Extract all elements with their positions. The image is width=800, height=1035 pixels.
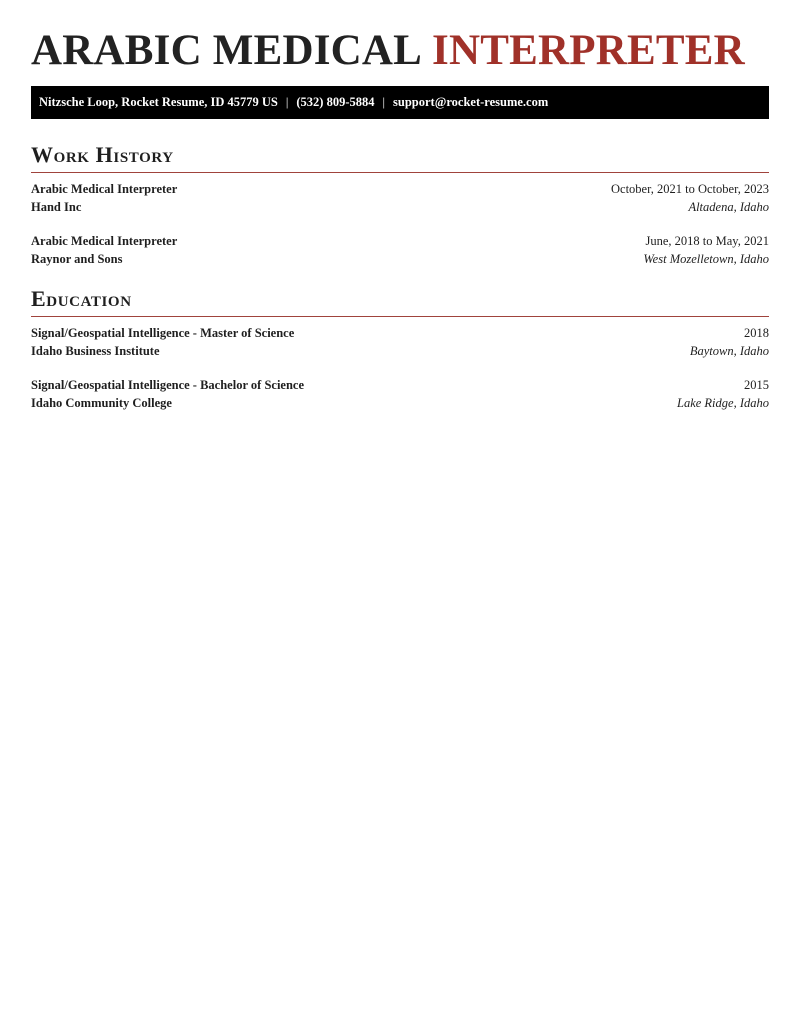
school-location: Lake Ridge, Idaho <box>677 395 769 410</box>
graduation-year: 2018 <box>744 326 769 340</box>
education-entry <box>31 377 769 412</box>
title-accent: INTERPRETER <box>432 27 745 74</box>
company-name: Raynor and Sons <box>31 251 123 266</box>
school-location: Baytown, Idaho <box>689 343 769 358</box>
resume-page <box>31 0 769 429</box>
section-divider <box>31 172 769 173</box>
degree-name: Signal/Geospatial Intelligence - Master of Science <box>31 326 295 340</box>
job-title: Arabic Medical Interpreter <box>31 182 178 196</box>
education-entry <box>31 325 769 360</box>
work-entry <box>31 181 769 216</box>
contact-separator: | <box>382 95 386 109</box>
job-dates: October, 2021 to October, 2023 <box>611 182 769 196</box>
contact-phone: (532) 809-5884 <box>296 95 375 109</box>
contact-address: Nitzsche Loop, Rocket Resume, ID 45779 US <box>39 95 278 109</box>
company-name: Hand Inc <box>31 199 82 214</box>
section-divider <box>31 316 769 317</box>
contact-separator: | <box>285 95 289 109</box>
page-title <box>31 0 769 74</box>
title-name: ARABIC MEDICAL <box>31 27 423 74</box>
job-dates: June, 2018 to May, 2021 <box>645 234 769 248</box>
school-name: Idaho Business Institute <box>31 343 160 358</box>
work-entry <box>31 233 769 268</box>
contact-bar <box>31 86 769 119</box>
school-name: Idaho Community College <box>31 395 172 410</box>
work-history-heading: Work History <box>31 142 174 167</box>
education-heading: Education <box>31 286 132 311</box>
graduation-year: 2015 <box>744 378 769 392</box>
job-location: Altadena, Idaho <box>688 199 769 214</box>
degree-name: Signal/Geospatial Intelligence - Bachelor of Science <box>31 378 305 392</box>
job-title: Arabic Medical Interpreter <box>31 234 178 248</box>
job-location: West Mozelletown, Idaho <box>643 251 769 266</box>
contact-email: support@rocket-resume.com <box>393 95 549 109</box>
